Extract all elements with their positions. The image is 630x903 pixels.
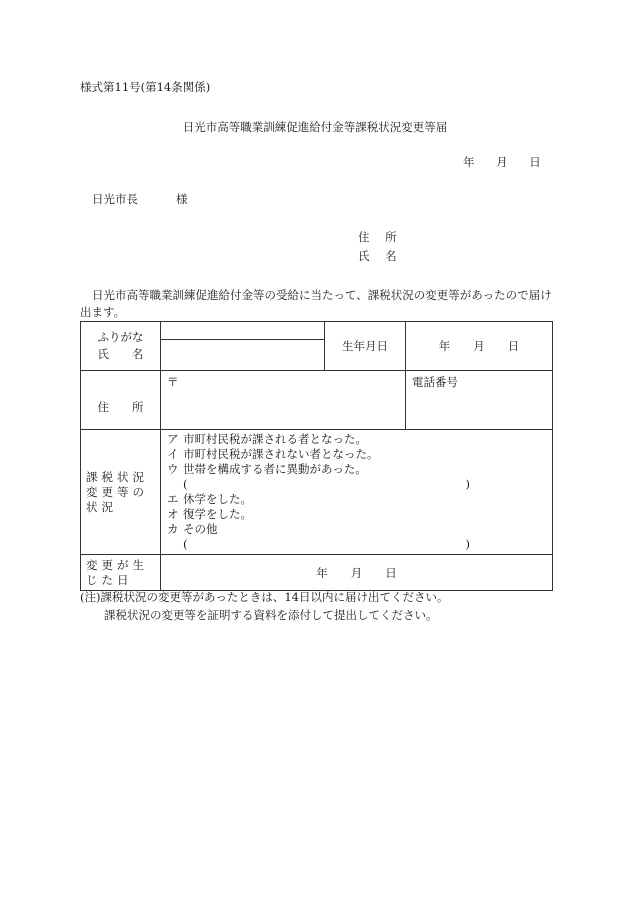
status-option[interactable]: カ その他 [167, 522, 218, 536]
phone-label: 電話番号 [412, 375, 458, 389]
submission-date: 年 月 日 [463, 155, 541, 169]
birthdate-label: 生年月日 [325, 322, 406, 371]
status-option[interactable]: エ 休学をした。 [167, 492, 252, 506]
birthdate-field[interactable]: 年 月 日 [406, 322, 553, 371]
status-label: 課税状況変更等の状況 [81, 430, 161, 555]
phone-field[interactable] [406, 371, 553, 430]
document-title: 日光市高等職業訓練促進給付金等課税状況変更等届 [182, 120, 448, 134]
addressee-honorific: 様 [176, 192, 188, 206]
address-label: 住 所 [81, 371, 161, 430]
note-attachment: 課税状況の変更等を証明する資料を添付して提出してください。 [104, 608, 438, 622]
addressee [92, 194, 188, 206]
note-deadline: (注)課税状況の変更等があったときは、14日以内に届け出てください。 [80, 590, 449, 604]
status-option[interactable]: オ 復学をした。 [167, 507, 252, 521]
change-date-label: 変更が生じた日 [81, 555, 161, 591]
status-option[interactable]: イ 市町村民税が課されない者となった。 [167, 447, 379, 461]
application-form-table [80, 321, 553, 591]
applicant-name-label: 氏 名 [358, 249, 403, 263]
intro-text: 日光市高等職業訓練促進給付金等の受給に当たって、課税状況の変更等があったので届け出ます。 [80, 288, 552, 319]
addressee-name: 日光市長 [92, 192, 138, 206]
status-option[interactable]: ウ 世帯を構成する者に異動があった。 [167, 462, 367, 476]
household-details-field[interactable]: ( ) [183, 477, 470, 491]
applicant-address-label: 住 所 [358, 230, 403, 244]
status-option[interactable]: ア 市町村民税が課される者となった。 [167, 432, 367, 446]
furigana-label: ふりがな [97, 330, 144, 344]
name-label: 氏 名 [97, 347, 144, 361]
status-options [161, 430, 553, 555]
form-number: 様式第11号(第14条関係) [80, 80, 211, 94]
name-input[interactable] [161, 340, 325, 371]
furigana-input[interactable] [161, 322, 325, 340]
name-label-cell [81, 322, 161, 371]
change-date-field[interactable]: 年 月 日 [161, 555, 553, 591]
address-field[interactable] [161, 371, 406, 430]
postal-mark: 〒 [167, 375, 179, 389]
other-details-field[interactable]: ( ) [183, 537, 470, 551]
